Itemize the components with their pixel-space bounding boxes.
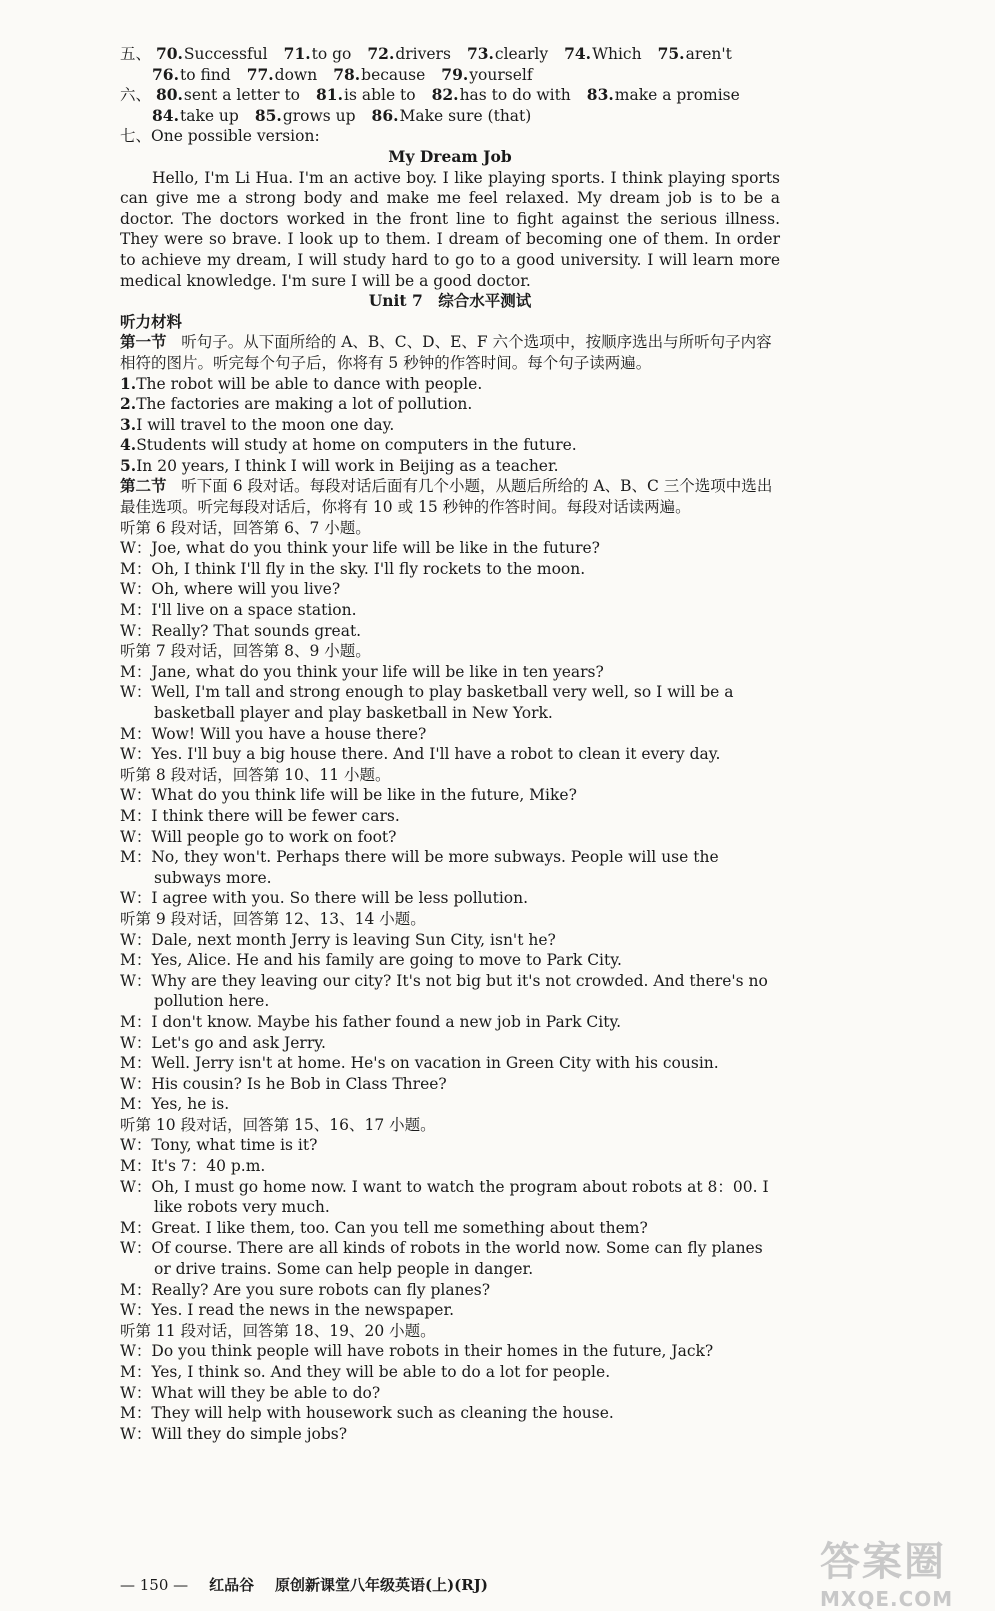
answers-5b (152, 66, 549, 84)
dialog-line: M：Wow! Will you have a house there? (120, 724, 427, 743)
answer-item (284, 45, 352, 63)
section-2-instructions (120, 476, 780, 517)
answer-item (564, 45, 642, 63)
answer-row-5b (120, 65, 780, 86)
answer-number: 70. (155, 44, 183, 63)
dialog-line: W：Will people go to work on foot? (120, 827, 397, 846)
watermark-logo (820, 1530, 953, 1611)
dialog-line: W：What will they be able to do? (120, 1383, 381, 1402)
listening-sentence (120, 374, 780, 395)
dialog-line: M：Well. Jerry isn't at home. He's on vacation in Green City with his cousin. (120, 1054, 719, 1073)
answer-text: aren't (685, 45, 732, 63)
answer-number: 83. (586, 85, 614, 105)
dialog-line: M：I think there will be fewer cars. (120, 806, 400, 825)
answer-number: 72. (367, 44, 395, 63)
answer-text: take up (179, 106, 239, 125)
answer-text: yourself (469, 65, 533, 84)
sentence-text: The factories are making a lot of pollution. (136, 395, 473, 414)
answer-text: has to do with (459, 86, 571, 105)
dialog-line: M：Oh, I think I'll fly in the sky. I'll fly rockets to the moon. (120, 559, 586, 578)
section-2-text: 听下面 6 段对话。每段对话后面有几个小题，从题后所给的 A、B、C 三个选项中选出最佳选项。听完每段对话后，你将有 10 或 15 秒钟的作答时间。每段对话读两遍。 (120, 477, 773, 517)
answer-item (156, 45, 268, 63)
dialog-line: M：Yes, Alice. He and his family are going to move to Park City. (120, 951, 622, 970)
answer-row-6b (120, 106, 780, 127)
section-5-label: 五、 (120, 45, 152, 63)
answer-item (247, 66, 317, 84)
dialog-heading: 听第 10 段对话，回答第 15、16、17 小题。 (120, 1115, 436, 1134)
footer-brand: 红品谷 (209, 1576, 255, 1594)
answer-text: drivers (395, 45, 451, 63)
dialog-line: W：Tony, what time is it? (120, 1136, 318, 1155)
dialog-line: W：His cousin? Is he Bob in Class Three? (120, 1074, 447, 1093)
dialog-line: W：I agree with you. So there will be less pollution. (120, 889, 529, 908)
answer-text: because (361, 65, 426, 84)
answer-number: 84. (152, 105, 179, 125)
answer-number: 80. (155, 85, 183, 105)
dialog-line: W：Will they do simple jobs? (120, 1424, 348, 1443)
dialog-heading: 听第 7 段对话，回答第 8、9 小题。 (120, 642, 371, 661)
answers-6b (152, 107, 547, 125)
answer-item (333, 66, 425, 84)
answer-item (156, 86, 300, 104)
answer-item (255, 107, 356, 125)
section-2-label: 第二节 (120, 476, 167, 496)
dialog-line: M：Yes, he is. (120, 1095, 230, 1114)
answer-item (367, 45, 451, 63)
dialog-line: W：Let's go and ask Jerry. (120, 1033, 326, 1052)
section-1-label: 第一节 (120, 332, 167, 352)
dialog-line: W：Yes. I'll buy a big house there. And I'll have a robot to clean it every day. (120, 745, 721, 764)
dialog-heading: 听第 9 段对话，回答第 12、13、14 小题。 (120, 909, 426, 928)
footer-book-title: 原创新课堂八年级英语(上)(RJ) (274, 1576, 488, 1594)
answer-row-6a (120, 85, 780, 106)
answer-text: make a promise (614, 86, 740, 105)
watermark-text: 答案圈 (820, 1539, 946, 1585)
answer-number: 75. (657, 44, 685, 63)
dialog-line: W：Oh, I must go home now. I want to watch the program about robots at 8：00. I like robots very much. (120, 1177, 769, 1217)
answer-text: sent a letter to (183, 86, 301, 105)
essay-body: Hello, I'm Li Hua. I'm an active boy. I like playing sports. I think playing sports can give me a strong body and make me feel relaxed. My dream job is to be a doctor. The doctors worked in the front line to fight against the serious illness. They were so brave. I look up to them. I dream of becoming one of them. In order to achieve my dream, I will study hard to go to a good university. I will learn more medical knowledge. I'm sure I will be a good doctor. (120, 168, 780, 290)
dialog-line: M：Yes, I think so. And they will be able to do a lot for people. (120, 1363, 611, 1381)
answer-number: 81. (316, 85, 343, 105)
unit-title: Unit 7 综合水平测试 (368, 291, 532, 311)
answer-number: 74. (564, 44, 592, 63)
answer-number: 86. (371, 105, 399, 125)
answer-item (432, 86, 571, 104)
answer-text: Which (592, 45, 642, 63)
answer-text: clearly (494, 45, 549, 63)
sentence-list (120, 374, 780, 477)
answer-number: 73. (466, 44, 494, 63)
dialog-line: W：What do you think life will be like in the future, Mike? (120, 786, 577, 805)
sentence-number: 1. (120, 373, 137, 393)
dialog-line: W：Dale, next month Jerry is leaving Sun City, isn't he? (120, 930, 556, 949)
dialog-line: M：Really? Are you sure robots can fly planes? (120, 1280, 491, 1299)
answer-row-5a (120, 44, 780, 65)
dialog-line: M：Jane, what do you think your life will be like in ten years? (120, 662, 604, 681)
listening-sentence (120, 435, 780, 456)
answer-item (152, 66, 231, 84)
dialog-line: M：No, they won't. Perhaps there will be more subways. People will use the subways more. (120, 848, 719, 887)
section-1-instructions (120, 332, 780, 373)
answer-number: 78. (333, 64, 361, 84)
answer-item (441, 66, 532, 84)
listening-material-heading: 听力材料 (120, 311, 183, 331)
answer-number: 82. (431, 85, 459, 105)
answers-6a (156, 86, 756, 104)
answer-item (372, 107, 532, 125)
answer-text: is able to (343, 86, 416, 105)
sentence-text: I will travel to the moon one day. (136, 415, 395, 434)
page-footer (120, 1574, 488, 1595)
listening-sentence (120, 456, 780, 477)
answer-item (658, 45, 732, 63)
answer-number: 77. (246, 64, 274, 84)
dialog-line: M：They will help with housework such as cleaning the house. (120, 1404, 614, 1423)
dialog-line: M：I'll live on a space station. (120, 601, 357, 620)
sentence-number: 5. (120, 455, 137, 475)
answer-text: to find (179, 65, 231, 84)
answer-text: Successful (183, 45, 268, 63)
sentence-text: In 20 years, I think I will work in Beijing as a teacher. (136, 456, 559, 475)
dialog-line: W：Do you think people will have robots in their homes in the future, Jack? (120, 1342, 714, 1361)
dialog-line: M：I don't know. Maybe his father found a new job in Park City. (120, 1012, 622, 1031)
listening-sentence (120, 415, 780, 436)
page-content (120, 44, 780, 1444)
dialog-line: W：Really? That sounds great. (120, 621, 362, 640)
sentence-text: The robot will be able to dance with people. (136, 374, 483, 393)
answers-5a (156, 45, 748, 63)
dialog-heading: 听第 6 段对话，回答第 6、7 小题。 (120, 518, 371, 537)
answer-item (467, 45, 548, 63)
answer-item (587, 86, 740, 104)
dialog-line: M：It's 7：40 p.m. (120, 1157, 266, 1176)
answer-text: grows up (282, 106, 356, 125)
dialog-line: W：Why are they leaving our city? It's not big but it's not crowded. And there's no pollution here. (120, 971, 768, 1011)
listening-sentence (120, 394, 780, 415)
answer-number: 71. (283, 44, 311, 63)
answer-number: 79. (441, 64, 469, 84)
section-6-label: 六、 (120, 86, 152, 105)
answer-text: Make sure (that) (399, 106, 532, 125)
answer-text: to go (311, 45, 352, 63)
dialog-line: W：Oh, where will you live? (120, 580, 341, 599)
answer-item (152, 107, 239, 125)
answer-number: 85. (254, 105, 282, 125)
watermark-url: MXQE.COM (820, 1587, 954, 1611)
answer-text: down (274, 65, 318, 84)
section-7-heading: 七、One possible version: (120, 127, 320, 146)
answer-item (316, 86, 416, 104)
dialog-list (120, 518, 780, 1445)
dialog-line: W：Well, I'm tall and strong enough to play basketball very well, so I will be a basketball player and play basketball in New York. (120, 683, 734, 722)
dialog-line: W：Yes. I read the news in the newspaper. (120, 1301, 455, 1320)
dialog-line: W：Joe, what do you think your life will be like in the future? (120, 539, 600, 558)
dialog-heading: 听第 11 段对话，回答第 18、19、20 小题。 (120, 1321, 436, 1340)
section-1-text: 听句子。从下面所给的 A、B、C、D、E、F 六个选项中，按顺序选出与所听句子内容相符的图片。听完每个句子后，你将有 5 秒钟的作答时间。每个句子读两遍。 (120, 333, 772, 372)
dialog-line: M：Great. I like them, too. Can you tell me something about them? (120, 1218, 648, 1237)
sentence-number: 4. (120, 435, 137, 455)
sentence-number: 2. (120, 394, 137, 414)
dialog-heading: 听第 8 段对话，回答第 10、11 小题。 (120, 765, 391, 784)
sentence-number: 3. (120, 414, 137, 434)
sentence-text: Students will study at home on computers in the future. (136, 436, 577, 455)
page-number: — 150 — (120, 1576, 189, 1594)
answer-number: 76. (152, 64, 179, 84)
dialog-line: W：Of course. There are all kinds of robots in the world now. Some can fly planes or drive trains. Some can help people in danger. (120, 1239, 763, 1279)
essay-title: My Dream Job (388, 146, 512, 166)
